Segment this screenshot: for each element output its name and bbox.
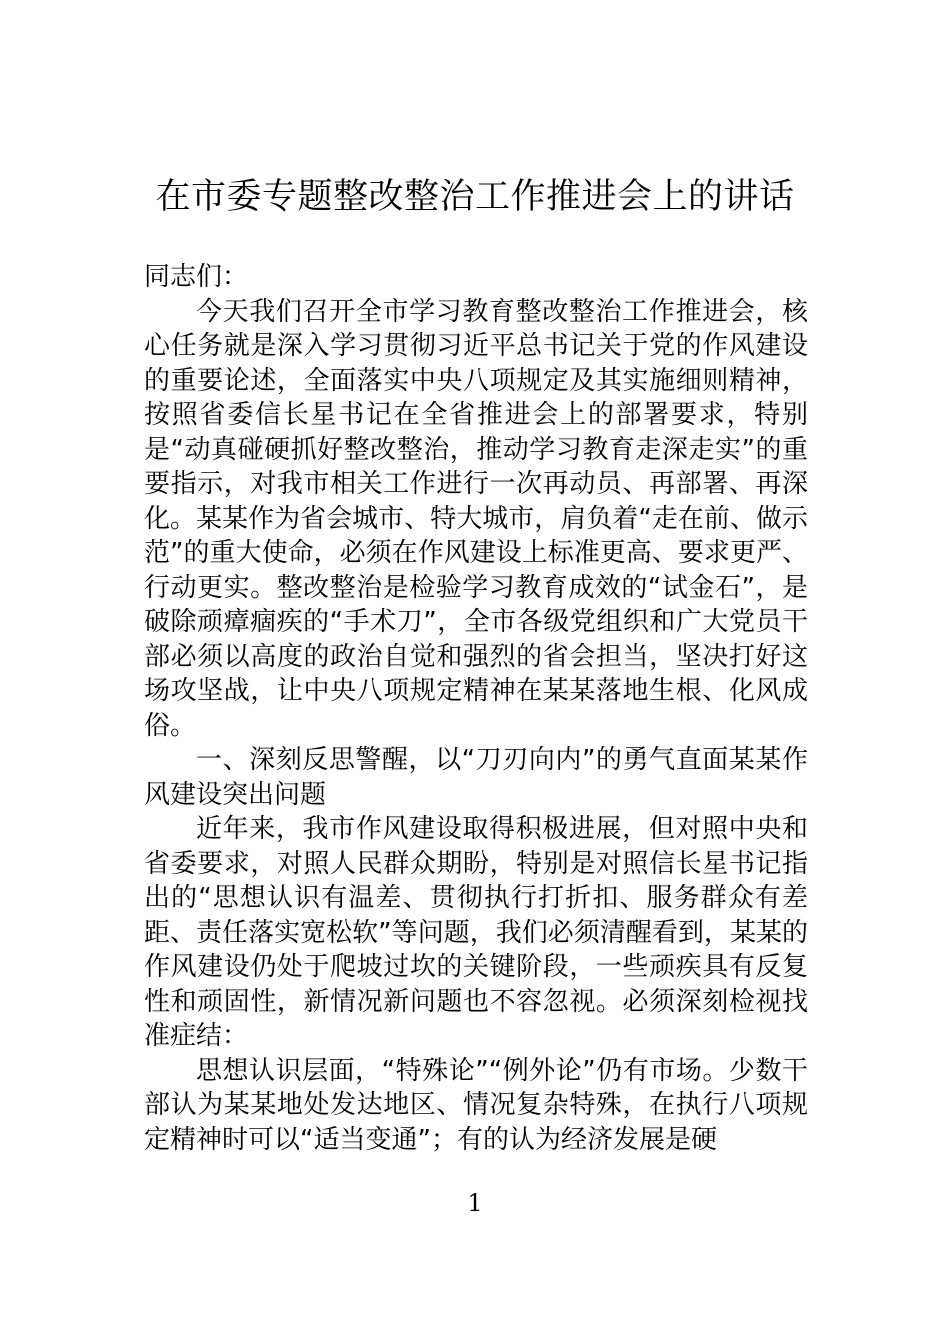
salutation: 同志们： [144, 262, 249, 292]
paragraph-intro: 今天我们召开全市学习教育整改整治工作推进会，核心任务就是深入学习贯彻习近平总书记关于党的作风建设的重要论述，全面落实中央八项规定及其实施细则精神，按照省委信长星书记在全省推进会上的部署要求，特别是“动真碰硬抓好整改整治，推动学习教育走深走实”的重要指示，对我市相关工作进行一次再动员、再部署、再深化。某某作为省会城市、特大城市，肩负着“走在前、做示范”的重大使命，必须在作风建设上标准更高、要求更严、行动更实。整改整治是检验学习教育成效的“试金石”，是破除顽瘴痼疾的“手术刀”，全市各级党组织和广大党员干部必须以高度的政治自觉和强烈的省会担当，坚决打好这场攻坚战，让中央八项规定精神在某某落地生根、化风成俗。 [144, 296, 808, 741]
page-number: 1 [467, 1189, 483, 1217]
section-heading-1: 一、深刻反思警醒，以“刀刃向内”的勇气直面某某作风建设突出问题 [144, 745, 808, 810]
document-body [144, 260, 808, 1157]
document-title: 在市委专题整改整治工作推进会上的讲话 [155, 177, 795, 217]
paragraph-ideology: 思想认识层面，“特殊论”“例外论”仍有市场。少数干部认为某某地处发达地区、情况复杂特殊，在执行八项规定精神时可以“适当变通”；有的认为经济发展是硬 [144, 1055, 808, 1155]
paragraph-problems: 近年来，我市作风建设取得积极进展，但对照中央和省委要求，对照人民群众期盼，特别是对照信长星书记指出的“思想认识有温差、贯彻执行打折扣、服务群众有差距、责任落实宽松软”等问题，我们必须清醒看到，某某的作风建设仍处于爬坡过坎的关键阶段，一些顽疾具有反复性和顽固性，新情况新问题也不容忽视。必须深刻检视找准症结： [144, 814, 808, 1051]
